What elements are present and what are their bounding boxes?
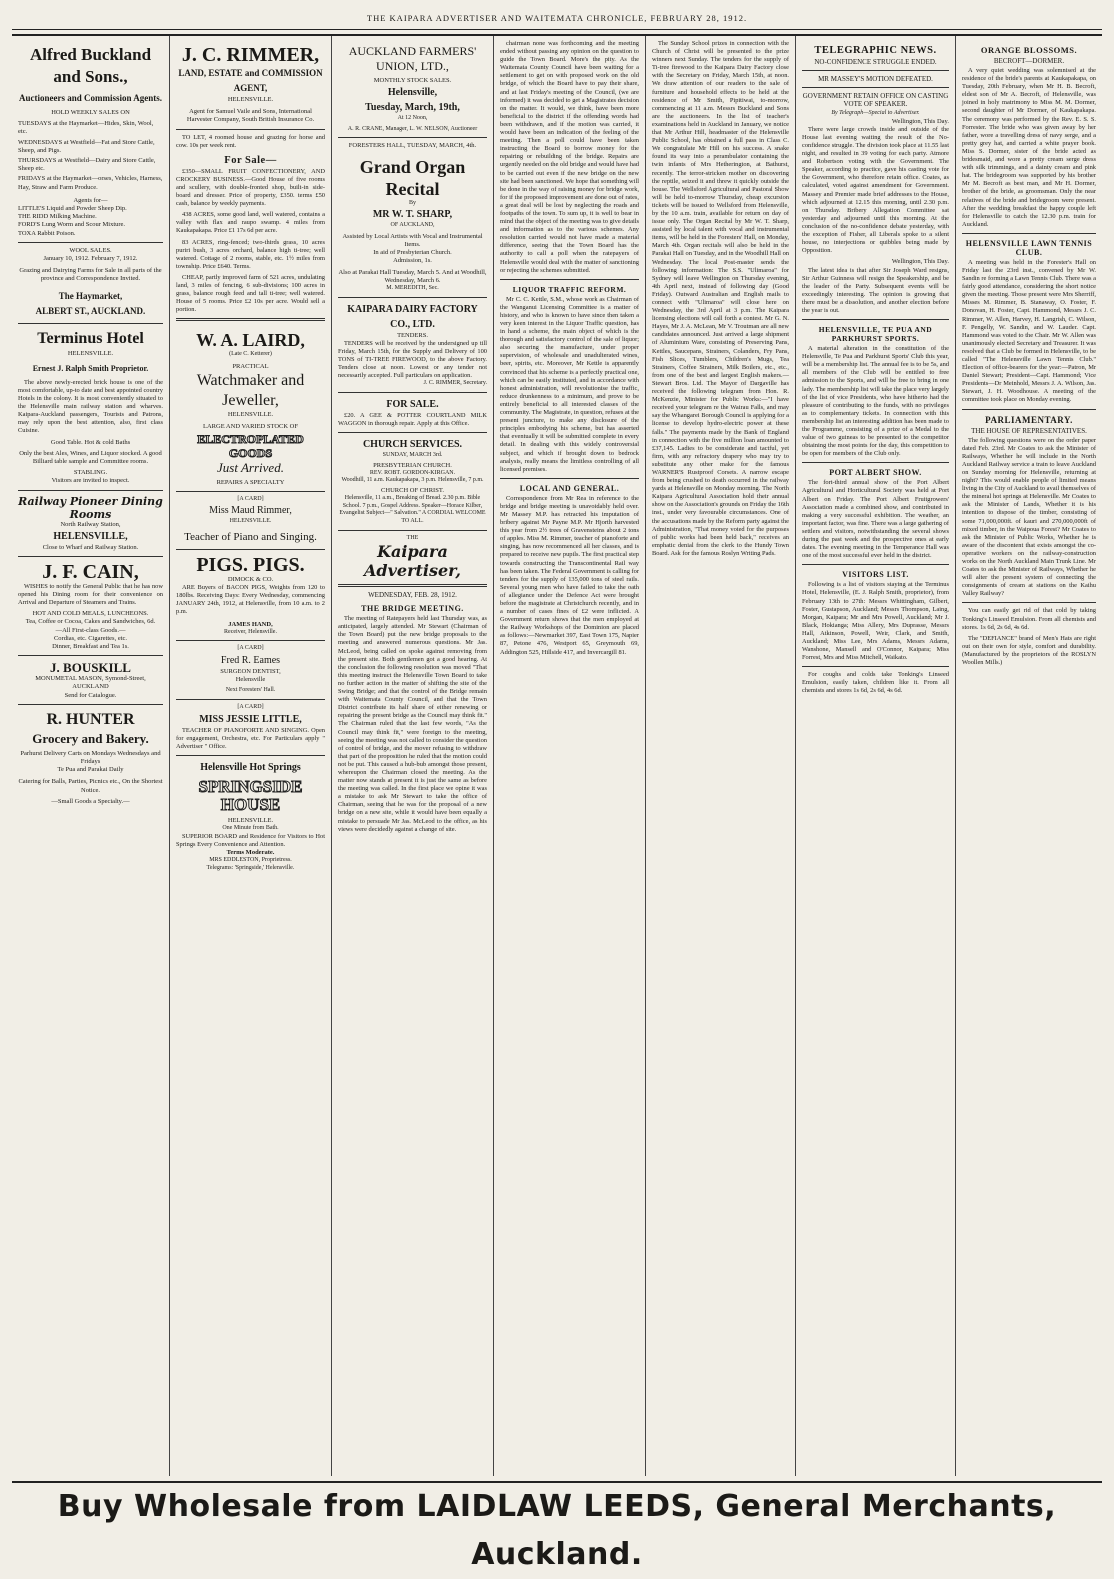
- masthead: THE KAIPARA ADVERTISER AND WAITEMATA CHRONICLE, FEBRUARY 28, 1912.: [12, 10, 1102, 30]
- local-cont: The Sunday School prizes in connection with the Church of Christ will be presented to the prize winners next Sunday. The tenders for the supply of Ti-tree firewood to the Kaipara Dairy Factory close with the Secretary on Friday, March 15th, at noon. We draw attention of our readers to the sale of furniture and household effects to be held at the residence of Mr Smith, Pipitiwai, to-morrow, commencing at 11 a.m. Messrs Buckland and Sons are the auctioneers. In the list of teacher's examinations held in Auckland in January, we notice that Mr Arthur Hill, headmaster of the Helensville Public School, has obtained a full pass in Class C. We congratulate Mr Hill on his success. A snake found its way into a perambulator containing the twin infants of Mrs Hetherington, at Bathurst, recently. The terror-stricken mother on discovering the reptile, seized it and threw it quickly outside the house. The Wellsford Agricultural and Pastoral Show will be held to-morrow Thursday, cheap excursion tickets will be issued to Wellsford from Helensville, by the 10 a.m. train, available for return on day of issue only. The Organ Recital by Mr W. T. Sharp, assisted by local talent with vocal and instrumental items, will be held in the Foresters' Hall, on Monday, March 4th. Organ recitals will also be held in the Parakai Hall on Tuesday, and in the Woodhill Hall on Wednesday. The local Post-master sends the following information: The S.S. "Ulimaroa" for Sydney will leave Wellington on Thursday evening, 4th April next, instead of following day (Good Friday). Outward Australian and English mails to connect with "Ulimaroa" will close here on Wednesday, the 3rd April at 3 p.m. The Kaipara licensing elections will call forth a contest. Mr G. N. Hayes, Mr J. A. McLean, Mr V. Troutman are all new candidates announced. Just arrived a large shipment of Aluminium Ware, consisting of Preserving Pans, Kettles, Saucepans, Strainers, Colanders, Fry Pans, Fish Slices, Tumblers, Children's Mugs, Tea Strainers, Coffee Strainers, Milk Boilers, etc., etc., from one of the best and largest English makers.—Stewart Bros. Ltd. The Mayor of Dargaville has received the following telegram from Hon. R. McKenzie, Minister for Public Works:—"I have received your telegram re the Wairau Falls, and may say the Whangarei Borough Council is applying for a license to develop hydro-electric power at these falls." The payments made by the Bank of England in connection with the five million loan amounted to £37,145. Ladies to be considerate and tactful, yet firm, with any refractory drapery who may try to substitute any other make for the famous WARNER'S Rustproof Corsets. A narrow escape from being crushed to death occurred in the railway yards at Helensville on Monday morning. The North Kaipara Agricultural Association hold their annual show on the Association's grounds on Friday the 16th inst., under very favourable circumstances. One of the accusations made by the Reform party against the Administration, "That money voted for the purposes of public works had been held back," receives an emphatic denial from the clerk to the Hundy Town Board. Ask for the famous Roslyn Writing Pads.: [652, 40, 789, 557]
- card-label: [A CARD]: [237, 645, 264, 652]
- tenders-text: TENDERS will be received by the undersigned up till Friday, March 15th, for the Supply and Delivery of 100 TONS of TI-TREE FIREWOOD, to the above Factory. Tenders close at noon. Lowest or any tender not necessarily accepted. Full particulars on application.: [338, 339, 487, 380]
- visitors-inspect: Visitors are invited to inspect.: [51, 477, 130, 485]
- card-label: [A CARD]: [237, 495, 264, 502]
- eames-sub: SURGEON DENTIST,: [220, 667, 281, 675]
- springs-text: SUPERIOR BOARD and Residence for Visitors to Hot Springs Every Convenience and Attention.: [176, 832, 325, 848]
- wellington: Wellington, This Day.: [891, 117, 949, 125]
- union-date: Tuesday, March, 19th,: [365, 102, 460, 114]
- rimmer-title: J. C. RIMMER,: [181, 44, 320, 66]
- buckland-line: FRIDAYS at the Haymarket—orses, Vehicles, Harness, Hay, Straw and Farm Produce.: [18, 175, 163, 191]
- organ-adm: Admission, 1s.: [393, 257, 432, 265]
- dairy-ad: [338, 298, 487, 393]
- cain-items: Tea, Coffee or Cocoa, Cakes and Sandwiches, 6d.: [25, 618, 156, 626]
- cain-goods: —All First-class Goods.—: [55, 626, 126, 634]
- forsale-ad: [338, 393, 487, 433]
- buckland-ad: [18, 40, 163, 324]
- by-telegraph: By Telegraph—Special to Advertiser.: [831, 110, 920, 116]
- liquor-head: LIQUOR TRAFFIC REFORM.: [512, 284, 627, 294]
- buckland-line: THURSDAYS at Westfield—Dairy and Store Cattle, Sheep etc.: [18, 157, 156, 173]
- local-head: LOCAL AND GENERAL.: [519, 483, 620, 493]
- haymarket: The Haymarket,: [58, 290, 123, 301]
- laird-arrived: Just Arrived.: [217, 459, 284, 475]
- railway-title: Railway Pioneer Dining Rooms: [18, 494, 163, 521]
- coughs-ad: For coughs and colds take Tonking's Linseed Emulsion, easily taken, children like it. From all chemists and stores 1s 6d, 2s 6d, 4s 6d.: [802, 671, 949, 695]
- sale-item: 438 ACRES, some good land, well watered, contains a valley with flax and raupo swamp. 4 miles from Kaukapakapa. Price £1 17s 6d per acre.: [176, 211, 325, 235]
- laird-late: (Late C. Ketterer): [229, 351, 272, 358]
- hunter-sub: Grocery and Bakery.: [32, 730, 149, 746]
- hunter-cater: Catering for Balls, Parties, Picnics etc., On the Shortest Notice.: [18, 778, 163, 794]
- union-title: AUCKLAND FARMERS' UNION, LTD.,: [348, 44, 477, 73]
- hunter-small: —Small Goods a Specialty.—: [51, 797, 130, 805]
- paper-date: WEDNESDAY, FEB. 28, 1912.: [368, 591, 457, 600]
- wellington2: Wellington, This Day.: [891, 258, 949, 266]
- springside: SPRINGSIDE HOUSE: [198, 776, 303, 814]
- sharp-of: OF AUCKLAND,: [390, 222, 435, 229]
- pigs-title: PIGS. PIGS.: [196, 553, 305, 576]
- dimock: DIMOCK & CO.: [227, 575, 274, 583]
- sale-item: CHEAP, partly improved farm of 521 acres, undulating land, 3 miles of fencing, 6 sub-divisions; 100 acres in grass, balance rough feed and tall ti-tree; well watered. House of 5 rooms. Price £2 10s per acre. Would sell a portion.: [176, 273, 325, 314]
- cain-text: WISHES to notify the General Public that he has now opened his Dining room for their convenience on Arrival and Departure of Steamers and Trains.: [18, 582, 163, 607]
- tenders-sig: J. C. RIMMER, Secretary.: [423, 380, 487, 387]
- bouskill-cat: Send for Catalogue.: [64, 691, 117, 699]
- agency-item: FORD'S Lung Worm and Scour Mixture.: [18, 221, 126, 229]
- column-5: [646, 36, 796, 1476]
- parl-head: PARLIAMENTARY.: [985, 414, 1073, 425]
- tonking-ad: You can easily get rid of that cold by taking Tonking's Linseed Emulsion. From all chemists and stores. 1s 6d, 2s 6d, 4s 6d.: [962, 607, 1096, 631]
- rimmer-town: HELENSVILLE.: [227, 96, 274, 103]
- buckland-agents: Agents for—: [73, 196, 108, 204]
- liquor-text: Mr C. C. Kettle, S.M., whose work as Chairman of the Wanganui Licensing Committee is a matter of history, and who is known to have since then taken a very keen interest in the Liquor Traffic question, has in hand a scheme, the main object of which is the thorough and satisfactory control of the sale of liquor; also securing the manufacture, under proper supervision, of wholesale and unadulterated wines, beer, spirits, etc. Moreover, Mr Kettle is apparently convinced that his scheme is a perfectly practical one, which can be easily instituted, and in accordance with honest administration, will revolutionise the traffic, reduce drunkenness to a minimum, and prove to be entirely beneficial to all interested classes of the community. The Magistrate, in question, refuses at the present juncture, to make any disclosure of the principles embodying his scheme, but has asserted that eventually it will be submitted complete in every detail. In dealing with this widely controversial subject, and which if brought down to bedrock analysis, really means the limitless controlling of all licensed premises.: [500, 295, 639, 473]
- railway-ad: [18, 491, 163, 557]
- organ-by: By: [408, 199, 416, 206]
- cain-title: J. F. CAIN,: [42, 560, 139, 583]
- terminus-town: HELENSVILLE.: [67, 349, 114, 357]
- visitors-head: VISITORS LIST.: [842, 570, 909, 580]
- column-6: [796, 36, 956, 1476]
- railway-close: Close to Wharf and Railway Station.: [42, 543, 139, 551]
- card-label: [A CARD]: [237, 703, 264, 710]
- rimmer-sub: LAND, ESTATE and COMMISSION AGENT,: [178, 68, 323, 93]
- organ-title: Grand Organ Recital: [359, 156, 466, 199]
- stabling: STABLING.: [73, 469, 108, 477]
- laird-stock: LARGE AND VARIED STOCK OF: [203, 423, 298, 431]
- organ-sec: M. MEREDITH, Sec.: [386, 285, 439, 291]
- tennis-text: A meeting was held in the Forester's Hall on Friday last the 23rd inst., convened by Mr W. Sandin re forming a Lawn Tennis Club. There was a fairly good attendance, considering the short notice given the meeting. Those present were Mrs Sherriff, Misses M. Rimmer, B. Stanaway, O. Foster, F. Donovan, H. Foster, Capt. Hammond, Messrs J. C. Rimmer, W. Allen, Harvey, H. Langrish, C. Wilson, F. Pengelly, W. Sandin, and W. Lauder. Capt. Hammond was voted to the Chair. Mr W. Allen was unanimously elected Secretary and Treasurer. It was resolved that a Club be formed in Helensville, to be called "The Helensville Lawn Tennis Club." Election of office-bearers for the year:—Patron, Mr Daniel Stewart; President—Capt. Hammond; Vice Presidents—Dr Meinhold, Messrs J. A. Wilson, Jas. Stewart, J. H. Woodhouse. A meeting of the committee took place on Monday evening.: [962, 258, 1096, 404]
- wool-sales: WOOL SALES.: [69, 246, 112, 254]
- rimmer-ad: [176, 40, 325, 130]
- column-1: [12, 36, 170, 1476]
- little-card: [176, 700, 325, 756]
- church-rev: REV. ROBT. GORDON-KIRGAN.: [369, 469, 456, 476]
- springs-bath: One Minute from Bath.: [222, 825, 279, 832]
- pigs-text: ARE Buyers of BACON PIGS, Weights from 120 to 180lbs. Receiving Days: Every Wednesday, commencing JANUARY 24th, 1912, at Helensville, from 10 a.m. to 2 p.m.: [176, 584, 325, 616]
- buckland-title: Alfred Buckland and Sons.,: [29, 45, 152, 86]
- eames-card: [176, 641, 325, 700]
- cain-meals: HOT AND COLD MEALS, LUNCHEONS.: [32, 610, 149, 618]
- cain-goods2: Cordias, etc. Cigarettes, etc.: [53, 634, 128, 642]
- hand-name: JAMES HAND,: [228, 620, 273, 628]
- bridge-head: THE BRIDGE MEETING.: [361, 604, 464, 614]
- hunter-title: R. HUNTER: [46, 710, 135, 728]
- sale-item: 83 ACRES, ring-fenced; two-thirds grass, 10 acres puriri bush, 3 acres orchard, balance high ti-tree; well watered. Cottage of 2 rooms, stable, etc. 1½ miles from township. Price £640. Terms.: [176, 238, 325, 270]
- house-head: THE HOUSE OF REPRESENTATIVES.: [971, 426, 1087, 435]
- terminus-ad: [18, 324, 163, 491]
- laird-title: W. A. LAIRD,: [196, 330, 305, 351]
- terminus-title: Terminus Hotel: [37, 329, 144, 347]
- bouskill-ad: [18, 656, 163, 705]
- terminus-text: The above newly-erected brick house is one of the most comfortable, up-to date and best appointed country Hotels in the colony. It is most conveniently situated to the Helensville main railway station and wharves. Kaipara-Auckland passengers, Tourists and Patrons, may rely upon the best attention, also, first class Cuisine.: [18, 378, 163, 435]
- column-3: [332, 36, 494, 1476]
- church-christ-times: Helensville, 11 a.m., Breaking of Bread. 2.30 p.m. Bible School. 7 p.m., Gospel Address. Speaker—Horace Kilber, Evangelist Subject—" Salvation." A CORDIAL WELCOME TO ALL.: [339, 495, 486, 525]
- railway-town: HELENSVILLE,: [53, 530, 128, 542]
- union-mgr: A. R. CRANE, Manager, L. W. NELSON, Auctioneer: [347, 125, 478, 132]
- forsale-title: FOR SALE.: [386, 398, 439, 410]
- springs-prop: MRS EDDLESTON, Proprietress.: [209, 857, 292, 864]
- church-pres: PRESBYTERIAN CHURCH.: [373, 461, 452, 469]
- terminus-prop: Ernest J. Ralph Smith Proprietor.: [32, 363, 149, 373]
- port-head: PORT ALBERT SHOW.: [829, 468, 922, 478]
- laird-town: HELENSVILLE.: [227, 411, 274, 419]
- sharp-name: MR W. T. SHARP,: [372, 209, 453, 221]
- eames-town: Helensville: [235, 676, 266, 684]
- column-2: [170, 36, 332, 1476]
- bouskill-sub: MONUMETAL MASON, Symond-Street, AUCKLAND: [35, 675, 146, 691]
- orange-text: A very quiet wedding was solemnised at the residence of the bride's parents at Kaukapakapa, on Tuesday, 20th February, when Mr H. B. Becroft, eldest son of Mr A. Becroft, of Helensville, was joined in holy matrimony to Miss M. M. Dormer, second daughter of Mr Dormer, of Kaukapakapa. The ceremony was performed by the Rev. E. S. S. Forrester. The bride who was given away by her father, wore a travelling dress of navy serge, and a pretty grey hat, and carried a white prayer book. Miss S. Dormer, sister of the bride acted as bridesmaid, and wore a pretty cream serge dress with silk trimmings, and a dainty cream and pink hat. The bridegroom was supported by his brother Mr M. Becroft as best man, and Mr H. Dormer, brother of the bride, as groomsman. Only the near relatives of the bride and bridegroom were present. After the wedding breakfast the happy couple left for Helensville to catch the 12.30 p.m. train for Auckland.: [962, 67, 1096, 228]
- parl-text: The following questions were on the order paper dated Feb. 23rd. Mr Coates to ask the Minister of Railways, Whether he will include in the North Auckland Railway service a train to leave Auckland on Sunday morning for Helensville, returning at night? This would enable people of limited means living in the City of Auckland to avail themselves of the mineral hot springs at Helensville. Mr Coates to ask the Minister of Lands, Whether it is his intention to dispose of the timber, consisting of some 71,000,000ft. of kauri and 270,000,000ft of mixed timber, in the Waipoua Forest? Mr Coates to ask the Minister of Public Works, Whether he is aware of the discontent that exists amongst the co-operative workers on the railway-construction works on the North Auckland Main Trunk Line. Mr Coates to ask the Minister of Railways, Whether he will alter the present system of connecting the consignments of cream at stations on the Kaihu Valley Railway?: [962, 436, 1097, 598]
- organ-aid: In aid of Presbyterian Church.: [373, 249, 452, 257]
- maud-card: [176, 492, 325, 550]
- buckland-sub: Auctioneers and Commission Agents.: [18, 93, 162, 103]
- church-date: SUNDAY, MARCH 3rd.: [382, 452, 443, 459]
- massey-head: MR MASSEY'S MOTION DEFEATED.: [818, 75, 933, 83]
- springs-ad: [176, 756, 325, 876]
- church-christ: CHURCH OF CHRIST.: [381, 487, 444, 495]
- buckland-address: ALBERT ST., AUCKLAND.: [35, 305, 146, 316]
- laidlaw-banner: Buy Wholesale from LAIDLAW LEEDS, General Merchants, Auckland.: [12, 1481, 1102, 1531]
- govt-head: GOVERNMENT RETAIN OFFICE ON CASTING VOTE OF SPEAKER.: [802, 92, 949, 108]
- bridge-cont: chairman none was forthcoming and the meeting ended without passing any opinion on the question to guide the Town Board. More's the pity. As the Waitemata County Council have been waiting for a settlement to get on with proposed work on the old bridge, of which the Board have to pay their share, and at last Friday's meeting of the Council, (we are informed) it was decided to get a Magistrates decision on the matter. It would, we think, have been more beneficial to the district if the offending words had been withdrawn, and if the motion was carried, it would have been an indication of the feeling of the meeting. Then a poll could have been taken instructing the Board to borrow money for the repairing or rebuilding of the bridge. Repairs are urgently needed on the old bridge and would have had to be carried out even if the new bridge on the new site had been sanctioned. We hope that something will be done in the way of raising money for bridge work, for if the proposed improvement are done out of rates, a great deal will be lost by neglecting the roads and footpaths of the town. To sum up, it is well to bear in mind that the object of the meeting was to give details and information as to the various schemes. Any resolution carried would not have made a material difference, seeing that the Town Board has the authority to call a poll when the ratepayers of Helensville would deal with the matter of sanctioning or rejecting the schemes submitted.: [500, 40, 639, 274]
- buckland-sales-head: HOLD WEEKLY SALES ON: [51, 109, 130, 116]
- tennis-head: HELENSVILLE LAWN TENNIS CLUB.: [965, 238, 1093, 257]
- maud-town: HELENSVILLE.: [229, 518, 272, 525]
- telegraphic-head: TELEGRAPHIC NEWS.: [814, 45, 937, 56]
- hand-sub: Receiver, Helensville.: [224, 628, 277, 635]
- foresters: FORESTERS HALL, TUESDAY, MARCH, 4th.: [348, 142, 477, 150]
- to-let: TO LET, 4 roomed house and grazing for horse and cow. 10s per week rent.: [176, 133, 325, 149]
- the-label: THE: [406, 534, 419, 541]
- defiance-ad: The "DEFIANCE" brand of Men's Hats are right out on their own for style, comfort and durability. (Manufactured by the proprietors of the ROSLYN Woollen Mills.): [962, 634, 1096, 666]
- terminus-table: Good Table. Hot & cold Baths: [50, 438, 131, 446]
- buckland-line: WEDNESDAYS at Westfield—Fat and Store Cattle, Sheep, and Pigs.: [18, 138, 155, 154]
- forsale-text: £20. A GEE & POTTER COURTLAND MILK WAGGON in thorough repair. Apply at this Office.: [338, 411, 487, 427]
- terminus-liquor: Only the best Ales, Wines, and Liquor stocked. A good Billiard table sample and Committee rooms.: [19, 449, 162, 465]
- column-4: [494, 36, 646, 1476]
- springs-town: HELENSVILLE.: [227, 816, 274, 824]
- hunter-text: Parhurst Delivery Carts on Mondays Wednesdays and Fridays: [20, 749, 161, 766]
- maud-teacher: Teacher of Piano and Singing.: [184, 530, 317, 543]
- laird-goods: ELECTROPLATED GOODS: [197, 431, 304, 460]
- tenders-head: TENDERS.: [397, 331, 428, 339]
- eames-next: Next Foresters' Hall.: [225, 687, 276, 694]
- nc-head: NO-CONFIDENCE STRUGGLE ENDED.: [814, 58, 937, 66]
- pigs-ad: [176, 550, 325, 641]
- for-sale-head: For Sale—: [224, 154, 277, 166]
- union-sub: MONTHLY STOCK SALES.: [373, 77, 452, 84]
- organ-also: Also at Parakai Hall Tuesday, March 5. And at Woodhill, Wednesday, March 6.: [338, 268, 487, 284]
- laird-prac: PRACTICAL: [232, 362, 269, 370]
- organ-ad: [338, 138, 487, 297]
- church-title: CHURCH SERVICES.: [362, 439, 463, 451]
- becroft-head: BECROFT—DORMER.: [993, 57, 1065, 65]
- bridge-text: The meeting of Ratepayers held last Thursday was, as anticipated, largely attended. Mr Stewart (Chairman of the Town Board) put the new bridge proposals to the meeting and answered numerous questions. Mr Jas. McLeod, being called on spoke against removing from the present site. Both gentlemen got a good hearing. At the conclusion the following resolution was moved "That this meeting instruct the Helensville Town Board to take no further action in the matter of shifting the site of the Swing Bridge; and that the control of the Bridge remain with Waitemata County Council, and that the Town District contribute its half share of either renewing or repairing the present bridge as the Council may think fit." The Chairman ruled that the last few words, "As the Council may think fit," were foreign to the meeting, seeing the meeting was not called to consider the question of control of bridge, and the mover refusing to withdraw that part of the proposition he ruled that the motion could not be put. This caused a hub-bub amongst those present, whereupon the Chairman closed the meeting. As the matter now stands at present it is just the same as before the meeting was called. In the first place we opine it was a mistake to ask Mr Stewart to take the office of Chairman, seeing that he was for the proposal of a new bridge on a new site, while it would have been equally a mistake to persuade Mr Jas. McLeod to the office, as his views were decidedly against a change of site.: [338, 615, 487, 833]
- sale-item: £350—SMALL FRUIT CONFECTIONERY, AND CROCKERY BUSINESS.—Good House of five rooms and scullery, with double-fronted shop, built-in side-board and dresser. Price of property, £350. terms £50 cash, balance by weekly payments.: [176, 167, 325, 208]
- railway-loc: North Railway Station,: [60, 520, 121, 528]
- union-time: At 12 Noon,: [397, 115, 428, 122]
- organ-assist: Assisted by Local Artists with Vocal and Instrumental Items.: [342, 232, 483, 248]
- agency-item: TOXA Rabbit Poison.: [18, 229, 76, 237]
- eames-name: Fred R. Eames: [220, 654, 281, 666]
- buckland-line: TUESDAYS at the Haymarket—Hides, Skin, Wool, etc.: [18, 120, 154, 136]
- local-text: Correspondence from Mr Rea in reference to the bridge and bridge meeting is unavoidably held over. Mr Massey M.P. has retracted his imputation of bribery against Mr Payne M.P. Mr Hjorth harvested this year from 2½ trees of Gravensteins about 2 tons of apples. Miss M. Rimmer, teacher of pianoforte and singing, has now recommenced all her classes, and is prepared to receive new pupils. The first practical step towards constructing the Transcontinental Rail way has been taken. The Federal Government is calling for tenders for the supply of 135,000 tons of steel rails. Several young men who have failed to take the oath of allegiance under the Defence Act were brought before the magistrate at Christchurch recently, and in a number of cases fines of £2 were inflicted. A Government return shows that the men employed at the Railway Workshops of the Dominion are placed as follows:—Newmarket 397, East Town 175, Napier 87, Petone 476, Westport 65, Greymouth 69, Addington 525, Hillside 417, and Invercargill 81.: [500, 494, 639, 656]
- laird-repair: REPAIRS A SPECIALTY: [216, 478, 285, 486]
- agency-item: LITTLE'S Liquid and Powder Sheep Dip.: [18, 205, 127, 213]
- sports-text: A material alteration in the constitution of the Helensville, Te Pua and Parkhurst Sports' Club this year, will be a membership list. The annual fee is to be 5s, and all members of the Club will be entitled to free admission to the Sports, and will be free to bring in one lady. The membership list will take the place very largely of the list of vice Presidents, who have hitherto had the pleasure of contributing to the funds, with no privileges as to complementary tickets. In connection with this membership list an interesting addition has been made to the Programme, consisting of a prize of a Medal to the value of two guineas to be presented to the competitor obtaining the most points for the day, this competition to be open for members of the Club only.: [802, 345, 949, 458]
- dairy-title: KAIPARA DAIRY FACTORY CO., LTD.: [347, 303, 478, 330]
- little-name: MISS JESSIE LITTLE,: [199, 713, 302, 725]
- springs-terms: Terms Moderate.: [226, 848, 275, 856]
- columns: [12, 34, 1102, 1476]
- springs-title: Helensville Hot Springs: [200, 761, 301, 773]
- column-7: [956, 36, 1102, 1476]
- hunter-loc: Te Pua and Parakai Daily: [57, 766, 124, 774]
- grazing-text: Grazing and Dairying Farms for Sale in all parts of the province and Correspondence Invited.: [19, 267, 162, 283]
- maud-name: Miss Maud Rimmer,: [209, 505, 292, 517]
- agency-item: THE RIDD Milking Machine.: [18, 213, 97, 221]
- hunter-ad: [18, 705, 163, 810]
- church-ad: [338, 433, 487, 531]
- springs-tel: Telegrams: 'Springside,' Helensville.: [206, 864, 295, 871]
- union-town: Helensville,: [387, 87, 438, 99]
- cain-ad: [18, 557, 163, 656]
- visitors-text: Following is a list of visitors staying at the Terminus Hotel, Helensville, (E. J. Ralph Smith, proprietor), from February 13th to 27th: Messrs Whittingham, Gilbert, Foster, Gustapson, Auckland; Messrs Thompson, Laing, Morgan, Kaipara; Mr and Mrs Powell, Auckland; Mr J. Black, Hokianga; Miss Allery, Mrs Duprasse, Messrs Hall, Atkinson, Powell, Weir, Clark, and Smith, Auckland; Miss Lee, Mrs Adams, Messrs Adams, Wanshone, Mansell and O'Connor, Kaipara; Miss Forrest, Mrs and Miss Mitchell, Waikato.: [802, 581, 949, 662]
- sports-head: HELENSVILLE, TE PUA AND PARKHURST SPORTS.: [818, 325, 933, 344]
- cain-dinner: Dinner, Breakfast and Tea 1s.: [52, 643, 129, 651]
- telegraph-text2: The latest idea is that after Sir Joseph Ward resigns, Sir Arthur Guinness will resign the Speakership, and be the leader of the Party. Subsequent events will be exceedingly interesting. The opinion is growing that there must be a dissolution, and another election before the year is out.: [802, 266, 949, 314]
- wool-dates: January 10, 1912. February 7, 1912.: [43, 255, 138, 263]
- church-times: Woodhill, 11 a.m. Kaukapakapa, 3 p.m. Helensville, 7 p.m.: [341, 477, 484, 484]
- laird-trade: Watchmaker and Jeweller,: [196, 372, 305, 410]
- telegraph-text: There were large crowds inside and outside of the House last evening waiting the result of the No-confidence struggle. The division took place at 11.55 last night, and resulted in 39 voting for each party. Atmore and Robertson voting with the Government. The Speaker, according to practice, gave his casting vote for the Government, who therefore retain office. Coates, as calculated, voted against amendment for Government. Massey and Premier made brief addresses to the House, which adjourned at 12.15 this morning, until 2.30 p.m. on Thursday. Bribery Allegation Committee sat yesterday and adjourned until this morning. At the conclusion of the no-confidence debate yesterday, with the exception of Fisher, all Liberals spoke to a silent house, no interjections or quibbles being made by Opposition.: [802, 125, 949, 255]
- union-ad: [338, 40, 487, 138]
- little-text: TEACHER OF PIANOFORTE AND SINGING. Open for engagement, Orchestra, etc. For Particulars apply " Advertiser " Office.: [176, 726, 325, 750]
- port-text: The fort-third annual show of the Port Albert Agricultural and Horticultural Society was held at Port Albert on Friday. The Port Albert Fruitgrowers' Association made a combined show, and contributed in making a very successful exhibition. The weather, an important factor, was fine. There was a large gathering of settlers and visitors, notwithstanding the several shows during the past week and the prospective ones at early dates. The evening meeting in the Temperance Hall was one of the most successful ever held in the district.: [802, 479, 949, 560]
- laird-ad: [176, 325, 325, 491]
- orange-head: ORANGE BLOSSOMS.: [980, 45, 1078, 55]
- bouskill-title: J. BOUSKILL: [50, 660, 131, 676]
- paper-title: Kaipara Advertiser,: [364, 542, 461, 581]
- rimmer-agent: Agent for Samuel Vaile and Sons, International Harvester Company, South British Insurance Co.: [186, 108, 315, 124]
